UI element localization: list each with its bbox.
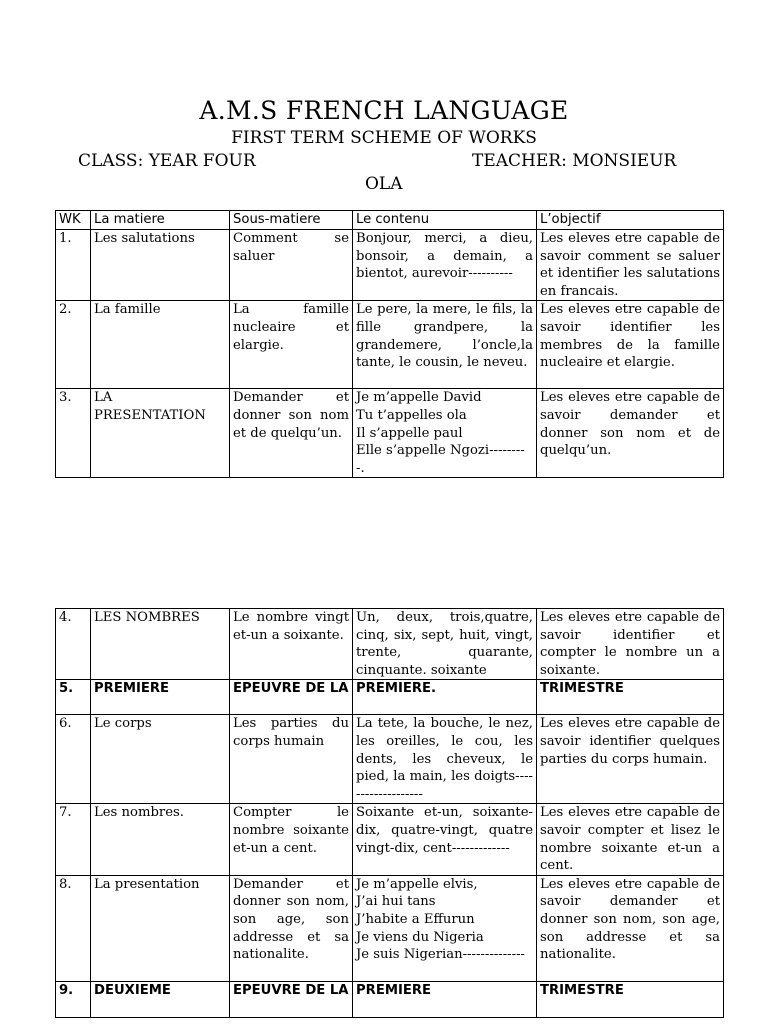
contenu-line: Tu t’appelles ola xyxy=(356,407,467,423)
cell-objectif: TRIMESTRE xyxy=(537,981,724,1017)
cell-sous-matiere: Compter le nombre soixante et-un a cent. xyxy=(230,804,353,875)
scheme-table-part-1 xyxy=(55,210,724,478)
cell-sous-matiere: EPEUVRE DE LA xyxy=(230,680,353,715)
header-sous-matiere: Sous-matiere xyxy=(230,211,353,230)
cell-sous-matiere: La famille nucleaire et elargie. xyxy=(230,301,353,389)
table-row xyxy=(56,981,724,1017)
contenu-line: J’ai hui tans xyxy=(356,894,436,910)
cell-matiere: Les nombres. xyxy=(91,804,230,875)
contenu-line: Je suis Nigerian-------------- xyxy=(356,947,525,963)
document-title: A.M.S FRENCH LANGUAGE xyxy=(199,96,569,125)
cell-matiere: LES NOMBRES xyxy=(91,609,230,680)
cell-wk: 4. xyxy=(56,609,91,680)
cell-contenu: Le pere, la mere, le fils, la fille grandpere, la grandemere, l’oncle,la tante, le cousin, le neveu. xyxy=(353,301,537,389)
table-row xyxy=(56,804,724,875)
cell-sous-matiere: Comment se saluer xyxy=(230,230,353,301)
cell-wk: 8. xyxy=(56,875,91,981)
cell-matiere: La famille xyxy=(91,301,230,389)
cell-matiere: Le corps xyxy=(91,715,230,804)
cell-wk: 1. xyxy=(56,230,91,301)
contenu-line: Elle s’appelle Ngozi---------. xyxy=(356,443,525,476)
cell-objectif: Les eleves etre capable de savoir compter et lisez le nombre soixante et-un a cent. xyxy=(537,804,724,875)
document-subtitle: FIRST TERM SCHEME OF WORKS xyxy=(231,128,537,148)
table-row xyxy=(56,389,724,478)
contenu-line: Il s’appelle paul xyxy=(356,425,463,441)
teacher-name: OLA xyxy=(365,174,403,194)
cell-objectif: Les eleves etre capable de savoir identifier les membres de la famille nucleaire et elargie. xyxy=(537,301,724,389)
cell-wk: 2. xyxy=(56,301,91,389)
header-wk: WK xyxy=(56,211,91,230)
cell-contenu xyxy=(353,389,537,478)
cell-contenu: Soixante et-un, soixante-dix, quatre-vingt, quatre vingt-dix, cent------------- xyxy=(353,804,537,875)
cell-wk: 3. xyxy=(56,389,91,478)
table-row xyxy=(56,609,724,680)
header-matiere: La matiere xyxy=(91,211,230,230)
table-row xyxy=(56,715,724,804)
contenu-line: Je m’appelle elvis, xyxy=(356,876,478,892)
contenu-line: Je m’appelle David xyxy=(356,390,482,406)
cell-sous-matiere: EPEUVRE DE LA xyxy=(230,981,353,1017)
teacher-label: TEACHER: MONSIEUR xyxy=(472,151,677,171)
contenu-line: J’habite a Effurun xyxy=(356,911,475,927)
cell-sous-matiere: Les parties du corps humain xyxy=(230,715,353,804)
cell-matiere: PREMIERE xyxy=(91,680,230,715)
class-label: CLASS: YEAR FOUR xyxy=(78,151,256,171)
cell-wk: 7. xyxy=(56,804,91,875)
cell-contenu: PREMIERE. xyxy=(353,680,537,715)
contenu-line: Je viens du Nigeria xyxy=(356,929,484,945)
cell-wk: 6. xyxy=(56,715,91,804)
cell-contenu: Bonjour, merci, a dieu, bonsoir, a demain, a bientot, aurevoir---------- xyxy=(353,230,537,301)
cell-wk: 9. xyxy=(56,981,91,1017)
cell-sous-matiere: Demander et donner son nom et de quelqu’un. xyxy=(230,389,353,478)
cell-objectif: Les eleves etre capable de savoir demander et donner son nom et de quelqu’un. xyxy=(537,389,724,478)
cell-matiere: LA PRESENTATION xyxy=(91,389,230,478)
cell-matiere: DEUXIEME xyxy=(91,981,230,1017)
cell-matiere: Les salutations xyxy=(91,230,230,301)
cell-objectif: Les eleves etre capable de savoir identifier et compter le nombre un a soixante. xyxy=(537,609,724,680)
table-row xyxy=(56,230,724,301)
cell-wk: 5. xyxy=(56,680,91,715)
table-row xyxy=(56,301,724,389)
cell-sous-matiere: Le nombre vingt et-un a soixante. xyxy=(230,609,353,680)
cell-matiere: La presentation xyxy=(91,875,230,981)
cell-objectif: Les eleves etre capable de savoir identifier quelques parties du corps humain. xyxy=(537,715,724,804)
cell-contenu: PREMIERE xyxy=(353,981,537,1017)
table-row xyxy=(56,680,724,715)
table-header-row xyxy=(56,211,724,230)
cell-sous-matiere: Demander et donner son nom, son age, son addresse et sa nationalite. xyxy=(230,875,353,981)
cell-contenu: La tete, la bouche, le nez, les oreilles, le cou, les dents, les cheveux, le pied, la main, les doigts------------------- xyxy=(353,715,537,804)
table-row xyxy=(56,875,724,981)
cell-objectif: Les eleves etre capable de savoir comment se saluer et identifier les salutations en francais. xyxy=(537,230,724,301)
header-objectif: L’objectif xyxy=(537,211,724,230)
cell-contenu: Un, deux, trois,quatre, cinq, six, sept, huit, vingt, trente, quarante, cinquante. soixante xyxy=(353,609,537,680)
header-contenu: Le contenu xyxy=(353,211,537,230)
scheme-table-part-2 xyxy=(55,608,724,1018)
cell-contenu xyxy=(353,875,537,981)
cell-objectif: TRIMESTRE xyxy=(537,680,724,715)
cell-objectif: Les eleves etre capable de savoir demander et donner son nom, son age, son addresse et sa nationalite. xyxy=(537,875,724,981)
